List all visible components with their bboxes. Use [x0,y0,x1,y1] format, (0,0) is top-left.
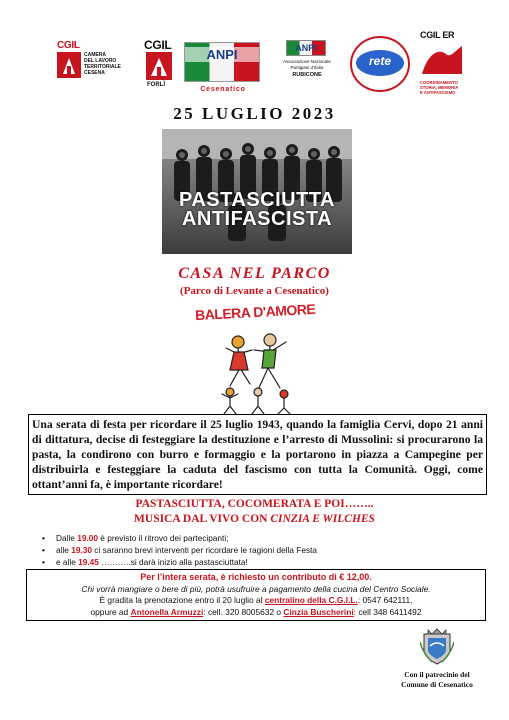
rete-brand: rete [368,54,391,68]
venue-title: CASA NEL PARCO [178,265,331,282]
comune-crest-icon [420,628,454,666]
cgil-switchboard: centralino della C.G.I.L. [264,595,358,605]
cervi-family-photo [162,129,352,254]
contribution-line-4-a: oppure ad [90,606,131,617]
contribution-line-4-e: : cell 348 6411492 [353,606,422,617]
anpi-rubicone-flag [286,40,326,56]
cgil-er-symbol [420,44,464,83]
event-date: 25 LUGLIO 2023 [173,104,336,123]
contribution-line-3-a: È gradita la prenotazione entro il 20 luglio al [99,595,265,605]
cgil-er-brand: CGIL ER [420,30,455,40]
schedule-time: 19.30 [71,545,92,555]
cgil-cesena-line-1: CAMERA [84,52,106,58]
event-description: Una serata di festa per ricordare il 25 luglio 1943, quando la famiglia Cervi, dopo 21 anni di dittatura, decise di festeggiare la destituzione e l’arresto di Mussolini: si procurarono la pasta, la condirono con burro e formaggio e la portarono in piazza a Campegine per distribuirla e festeggiare la caduta del fascismo con tutta la Comunità. Oggi, come ottant’anni fa, è importante ricordare! [28,414,487,495]
cgil-er-line-2: STORIA, MEMORIA [420,85,459,91]
cgil-er-line-1: COORDINAMENTO [420,80,458,85]
contact-armuzzi: Antonella Armuzzi [130,606,204,617]
schedule-item [42,532,482,544]
cgil-cesena-line-2: DEL LAVORO [84,58,117,64]
schedule-item [42,544,482,556]
schedule-prefix: alle [56,545,72,555]
cgil-er-logo [420,30,478,98]
patronage-line-2: Comune di Cesenatico [401,680,473,689]
venue-subtitle: (Parco di Levante a Cesenatico) [180,285,329,297]
logos-row [0,28,509,108]
cgil-forli-logo [142,38,178,90]
anpi-cesenatico-logo [184,42,260,100]
contribution-line-3 [31,595,481,607]
cgil-forli-brand: CGIL [144,38,172,52]
photo-title-line-1: PASTASCIUTTA [179,189,335,211]
contribution-line-1: Per l’intera serata, è richiesto un contributo di € 12,00. [140,572,372,582]
cgil-cesena-symbol [57,52,81,78]
anpi-rubicone-logo [280,40,330,88]
patronage-block [392,628,482,690]
cgil-er-line-3: E ANTIFASCISMO [420,90,456,96]
cgil-cesena-line-3: TERRITORIALE [84,64,121,70]
headline-music-artists: CINZIA E WILCHES [270,513,375,525]
contribution-box [26,569,486,621]
schedule-text: ci saranno brevi interventi per ricordare le ragioni della Festa [92,545,318,555]
contribution-line-4 [31,607,481,619]
dancers-illustration [200,320,320,415]
headline-music [0,513,509,525]
cgil-cesena-logo [57,40,129,82]
cgil-forli-city: FORLÌ [147,82,165,88]
schedule-time: 19.00 [77,533,98,543]
schedule-list [42,532,482,568]
anpi-rubicone-line-2: Partigiani d'Italia [290,65,324,70]
headline-music-prefix: MUSICA DAL VIVO CON [134,513,271,525]
patronage-line-1: Con il patrocinio del [404,670,470,679]
anpi-rubicone-line-1: Associazione Nazionale [283,59,331,64]
anpi-rubicone-brand: ANPI [295,43,317,53]
schedule-item [42,556,482,568]
contribution-line-3-c: : 0547 642111, [357,595,413,605]
headline-menu: PASTASCIUTTA, COCOMERATA E POI…….. [135,498,374,510]
schedule-text: è previsto il ritrovo dei partecipanti; [97,533,229,543]
contribution-line-4-c: : cell. 320 8005632 o [203,606,284,617]
schedule-text: ………..si darà inizio alla pastasciuttata! [98,557,248,567]
cgil-forli-symbol [146,52,172,80]
schedule-time: 19.45 [78,557,99,567]
schedule-prefix: e alle [56,557,79,567]
rete-logo [350,36,410,92]
anpi-rubicone-city: RUBICONE [292,72,322,78]
anpi-cesenatico-brand: ANPI [185,47,259,62]
anpi-cesenatico-flag [184,42,260,82]
balera-logo-text: BALERA D'AMORE [194,300,316,324]
contribution-line-2: Chi vorrà mangiare o bere di più, potrà usufruire a pagamento della cucina del Centro Sociale. [81,583,431,594]
cgil-cesena-line-4: CESENA [84,70,105,76]
contact-buscherini: Cinzia Buscherini [283,606,354,617]
schedule-prefix: Dalle [56,533,78,543]
cgil-cesena-brand: CGIL [57,40,80,51]
anpi-cesenatico-city: Cesenatico [200,86,246,93]
photo-title-line-2: ANTIFASCISTA [181,208,333,230]
